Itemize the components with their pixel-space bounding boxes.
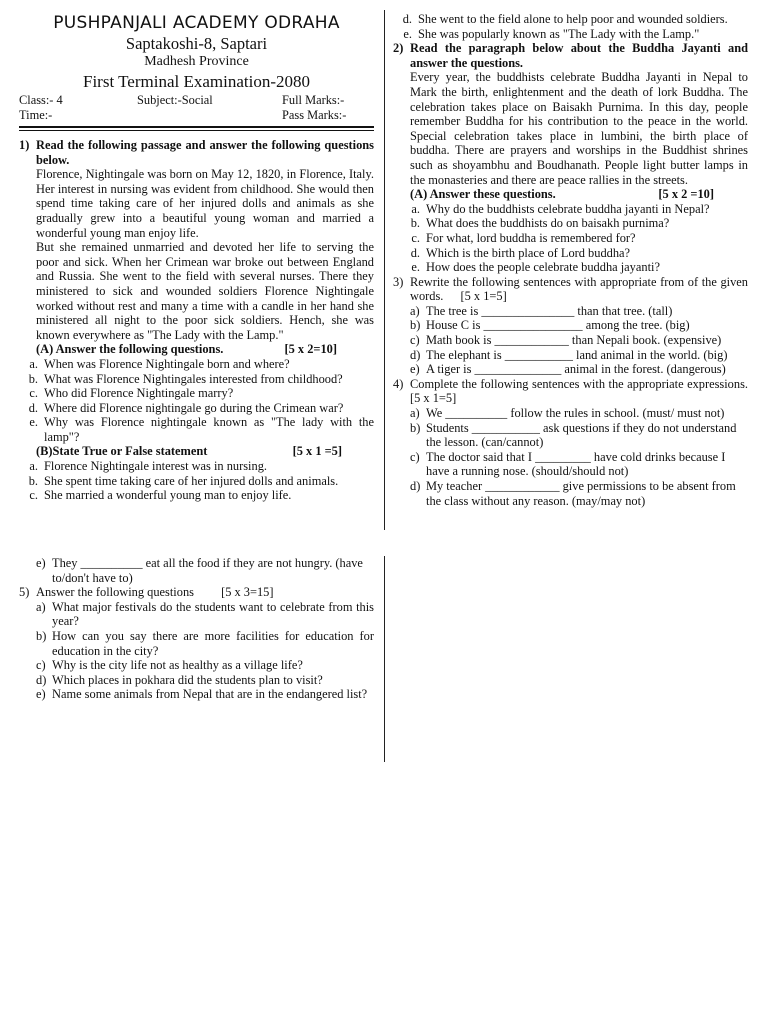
question-number: 2) (393, 41, 404, 56)
subsection-marks: [5 x 1 =5] (292, 444, 342, 459)
subsection-marks: [5 x 2=10] (284, 342, 337, 357)
info-row (19, 108, 374, 123)
list-item: e) They __________ eat all the food if they are not hungry. (have to/don't have to) (36, 556, 363, 585)
list-item: e. Why was Florence nightingale known as "The lady with the lamp"? (29, 415, 374, 444)
list-item: c. Who did Florence Nightingale marry? (29, 386, 234, 401)
list-item: e) A tiger is ______________ animal in the forest. (dangerous) (410, 362, 726, 377)
question-list (393, 406, 748, 508)
list-item: c. She married a wonderful young man to enjoy life. (29, 488, 292, 503)
question-3 (393, 275, 748, 304)
list-item: d. Which is the birth place of Lord buddha? (410, 245, 631, 260)
school-address: Saptakoshi-8, Saptari (125, 34, 268, 53)
class-label: Class:- 4 (19, 93, 63, 107)
list-item: e. She was popularly known as "The Lady with the Lamp." (403, 26, 700, 41)
list-item: a) We __________ follow the rules in school. (must/ must not) (410, 406, 725, 421)
pass-marks-label: Pass Marks:- (282, 108, 347, 122)
subsection-heading (393, 187, 748, 202)
question-title: Read the paragraph below about the Buddha Jayanti and answer the questions. (410, 41, 748, 70)
question-title: Read the following passage and answer the following questions below. (36, 138, 374, 167)
list-item: c) The doctor said that I _________ have cold drinks because I have a running nose. (should/should not) (410, 449, 726, 479)
list-item: a. Why do the buddhists celebrate buddha jayanti in Nepal? (411, 201, 710, 216)
header-divider (19, 126, 374, 131)
question-marks: [5 x 1=5] (460, 289, 507, 304)
left-column-continued (19, 556, 374, 702)
subsection-title: (B)State True or False statement (36, 444, 208, 459)
question-number: 1) (19, 138, 30, 152)
passage-paragraph: But she remained unmarried and devoted her life to serving the poor and sick. When her Crimean war broke out between England and Russia. She went to the field with several nurses. There they ministered to sick and wounded soldiers Florence Nightingale worked without rest and many a time with a candle in her hand she ministered all night to the poor sick soldiers. Hench, she was known everywhere as "The Lady with the Lamp." (36, 240, 374, 342)
subsection-title: (A) Answer the following questions. (36, 342, 224, 357)
list-item: b) Students ___________ ask questions if they do not understand the lesson. (can/cannot) (410, 420, 737, 450)
question-title: Rewrite the following sentences with appropriate from of the given words. (410, 274, 748, 304)
school-name: PUSHPANJALI ACADEMY ODRAHA (53, 13, 340, 33)
list-item: b. What does the buddhists do on baisakh purnima? (410, 216, 670, 231)
full-marks-label: Full Marks:- (282, 93, 345, 107)
question-number: 3) (393, 274, 404, 289)
question-5 (19, 585, 374, 600)
list-item: c) Why is the city life not as healthy as a village life? (36, 658, 303, 673)
exam-title: First Terminal Examination-2080 (82, 72, 311, 91)
question-number: 4) (393, 376, 404, 391)
time-label: Time:- (19, 108, 53, 122)
list-item: c. For what, lord buddha is remembered for? (411, 230, 636, 245)
question-title: Answer the following questions (36, 585, 194, 600)
question-2 (393, 41, 748, 187)
list-item: a) The tree is _______________ than that tree. (tall) (410, 303, 673, 318)
subsection-heading (19, 444, 374, 459)
list-item: a. Florence Nightingale interest was in nursing. (29, 459, 267, 474)
list-item: e. How does the people celebrate buddha jayanti? (411, 260, 660, 275)
right-column (393, 12, 748, 508)
question-marks: [5 x 3=15] (221, 585, 274, 600)
list-item: a) What major festivals do the students want to celebrate from this year? (36, 599, 374, 629)
province: Madhesh Province (144, 54, 249, 69)
list-item: d. Where did Florence nightingale go during the Crimean war? (28, 400, 344, 415)
question-list (393, 202, 748, 275)
list-item: b. She spent time taking care of her injured dolls and animals. (28, 473, 339, 488)
left-column (19, 12, 374, 503)
list-item: b) How can you say there are more facilities for education for education in the city? (36, 628, 374, 658)
question-title: Complete the following sentences with the appropriate expressions. [5 x 1=5] (410, 376, 748, 406)
list-item: a. When was Florence Nightingale born and where? (29, 356, 290, 371)
list-item: c) Math book is ____________ than Nepali book. (expensive) (410, 333, 722, 348)
list-item: d) The elephant is ___________ land animal in the world. (big) (410, 347, 728, 362)
subsection-marks: [5 x 2 =10] (658, 187, 714, 202)
list-item: d) Which places in pokhara did the students plan to visit? (36, 672, 323, 687)
list-item: e) Name some animals from Nepal that are in the endangered list? (36, 687, 368, 702)
subsection-title: (A) Answer these questions. (410, 187, 556, 202)
list-item: b) House C is ________________ among the tree. (big) (410, 318, 690, 333)
passage-paragraph: Every year, the buddhists celebrate Buddha Jayanti in Nepal to Mark the birth, enlightenment and the death of lork Buddha. The celebration takes place on Baisakh Purnima. In this day, people remember Buddha for his contribution to the peace in the world. Special celebration takes place in lumbini, the birth place of buddha. There are prayers and worships in the Buddhist shrines such as shoyambhu and Boudhanath. People light butter lamps in the monasteries and there are peace rallies in the streets. (410, 70, 748, 187)
info-row (19, 93, 374, 108)
column-divider (384, 556, 385, 762)
question-list (19, 357, 374, 445)
statement-list (19, 459, 374, 503)
subject-label: Subject:-Social (137, 93, 213, 107)
question-1 (19, 138, 374, 342)
list-item: d) My teacher ____________ give permissions to be absent from the class without any reason. (may/may not) (410, 479, 736, 508)
question-number: 5) (19, 585, 30, 600)
list-item: d. She went to the field alone to help poor and wounded soldiers. (402, 12, 728, 26)
subsection-heading (19, 342, 374, 357)
question-list (19, 600, 374, 702)
passage-paragraph: Florence, Nightingale was born on May 12, 1820, in Florence, Italy. Her interest in nursing was evident from childhood. She would then spend time taking care of her injured dolls and animals as she gradually grew into a beautiful young woman and married a wonderful young man enjoy life. (36, 167, 374, 240)
question-4 (393, 377, 748, 406)
column-divider (384, 10, 385, 530)
list-item: b. What was Florence Nightingales interested from childhood? (28, 371, 343, 386)
question-list (393, 304, 748, 377)
